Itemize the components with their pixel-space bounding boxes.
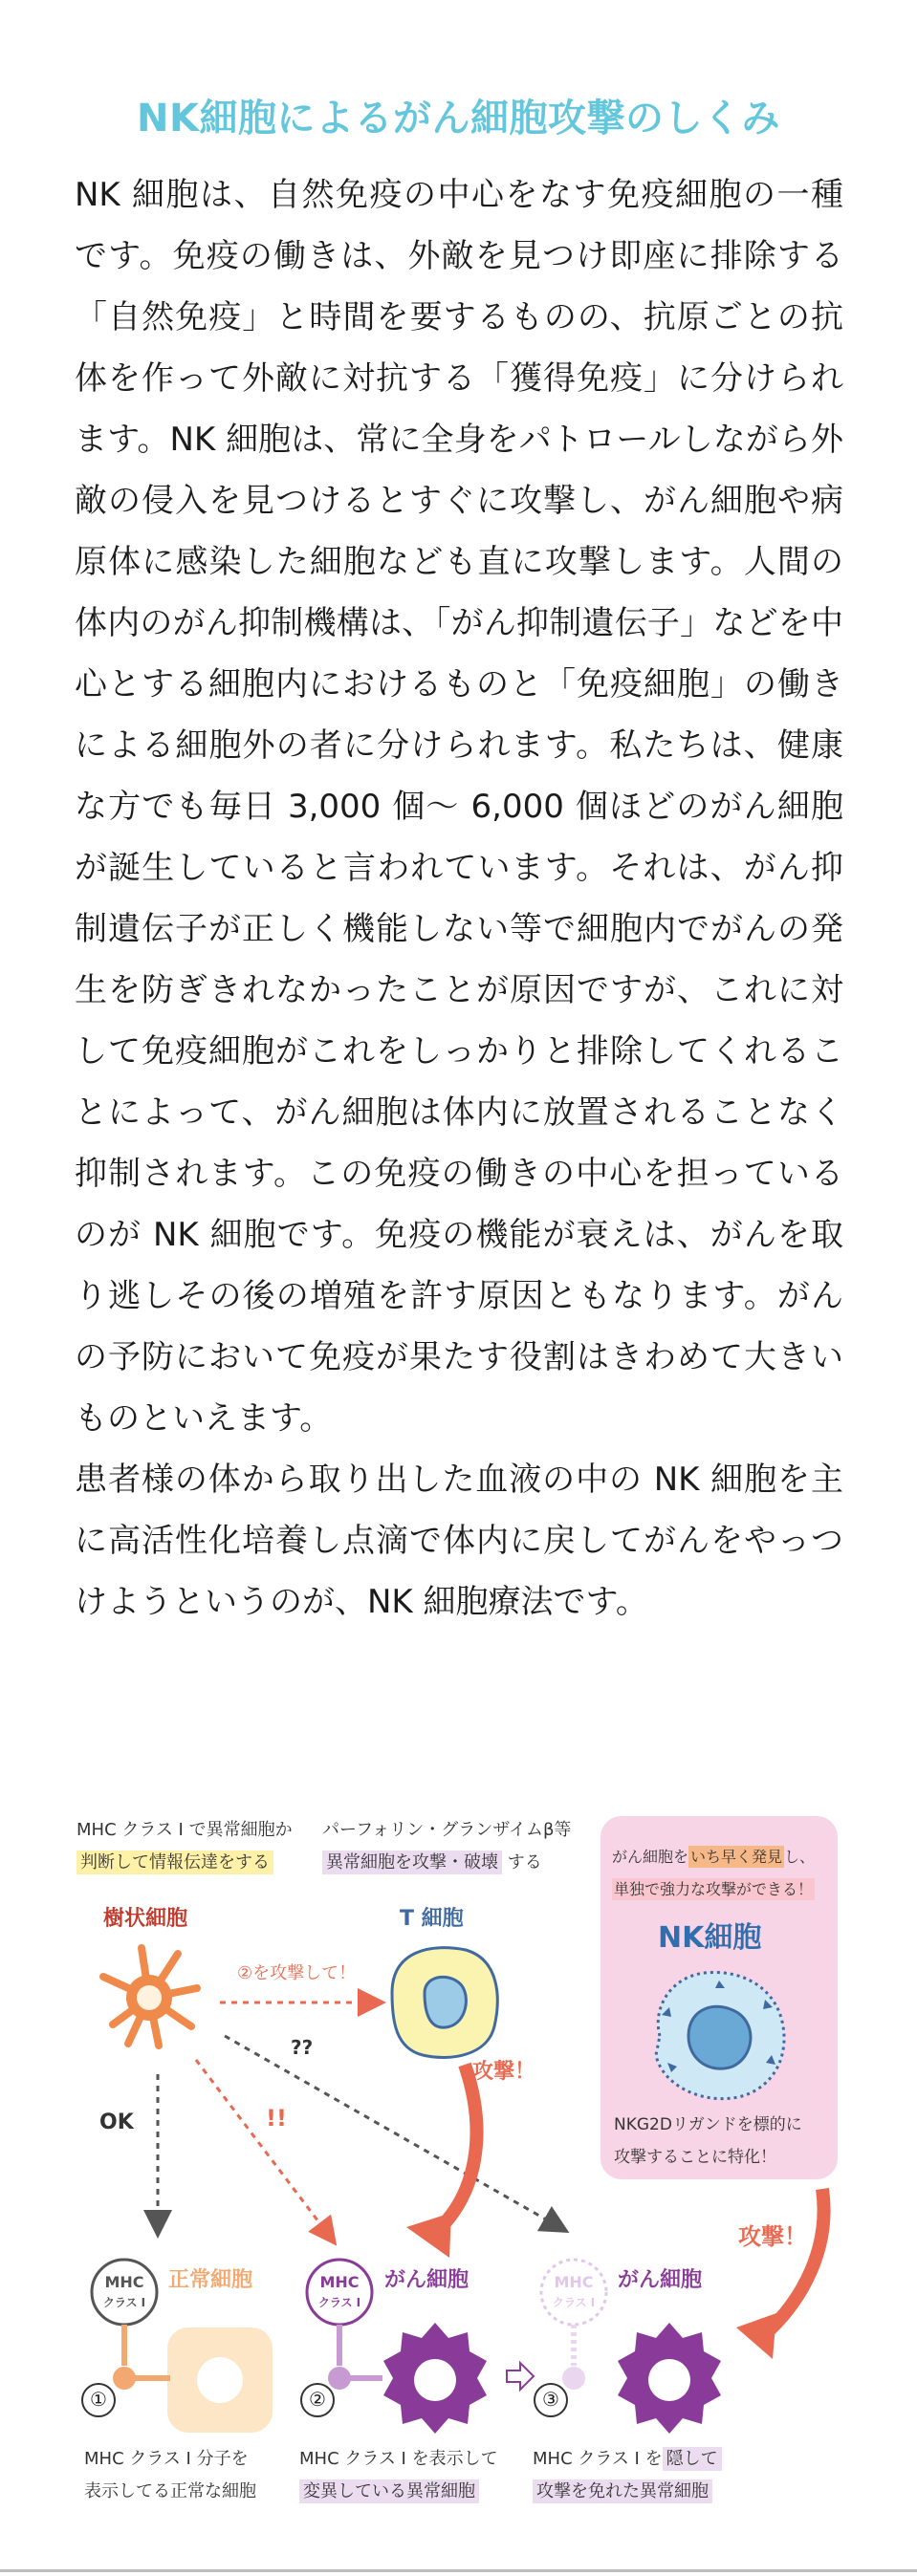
ok-label: OK [99, 2111, 134, 2134]
caption-abnormal-cell: MHC クラス I を表示して 変異している異常細胞 [299, 2449, 498, 2501]
mhc-label-2: MHC クラス I [317, 2273, 361, 2309]
mhc-label-1: MHC クラス I [102, 2273, 146, 2309]
number-1: ① [90, 2388, 107, 2411]
exclamation-label: !! [266, 2105, 287, 2132]
attack-instruction: ②を攻撃して！ [237, 1963, 357, 1983]
tcell-attack-label: 攻撃！ [472, 2060, 536, 2084]
paragraph: 患者様の体から取り出した血液の中の NK 細胞を主に高活性化培養し点滴で体内に戻してがんをやっつけようというのが、NK 細胞療法です。 [75, 1461, 843, 1621]
number-2: ② [309, 2388, 326, 2411]
nk-cell-icon [656, 1972, 784, 2098]
cancer-cell-label-3: がん細胞 [618, 2268, 703, 2292]
detect-arrow [196, 2060, 330, 2237]
t-cell-icon [392, 1948, 497, 2058]
paragraph: NK 細胞は、自然免疫の中心をなす免疫細胞の一種です。免疫の働きは、外敵を見つけ即座に排除する「自然免疫」と時間を要するものの、抗原ごとの抗体を作って外敵に対抗する「獲得免疫」に分けられます。NK 細胞は、常に全身をパトロールしながら外敵の侵入を見つけるとすぐに攻撃し、がん細胞や病原体に感染した細胞なども直に攻撃します。人間の体内のがん抑制機構は、「がん抑制遺伝子」などを中心とする細胞内におけるものと「免疫細胞」の働きによる細胞外の者に分けられます。私たちは、健康な方でも毎日 3,000 個〜 6,000 個ほどのがん細胞が誕生していると言われています。それは、がん抑制遺伝子が正しく機能しない等で細胞内でがんの発生を防ぎきれなかったことが原因ですが、これに対して免疫細胞がこれをしっかりと排除してくれることによって、がん細胞は体内に放置されることなく抑制されます。この免疫の働きの中心を担っているのが NK 細胞です。免疫の機能が衰えは、がんを取り逃しその後の増殖を許す原因ともなります。がんの予防において免疫が果たす役割はきわめて大きいものといえます。 [75, 176, 843, 1438]
nk-attack-label: 攻撃！ [738, 2223, 807, 2250]
number-3: ③ [542, 2388, 559, 2411]
caption-normal-cell: MHC クラス I 分子を 表示してる正常な細胞 [84, 2449, 256, 2501]
normal-cell-label: 正常細胞 [168, 2268, 253, 2292]
cancer-cell-label-2: がん細胞 [384, 2268, 469, 2292]
t-cell-label: T 細胞 [400, 1907, 464, 1931]
dendritic-cell-label: 樹状細胞 [103, 1907, 188, 1931]
transition-arrow-icon [507, 2363, 534, 2390]
nk-panel-caption: がん細胞を いち早く発見 し、 単独で強力な攻撃ができる！ [612, 1848, 816, 1898]
nk-mechanism-diagram [0, 1807, 917, 2533]
caption-perforin: パーフォリン・グランザイムβ等 異常細胞を攻撃・破壊 する [322, 1820, 572, 1872]
caption-mhc-judge: MHC クラス I で異常細胞か 判断して情報伝達をする [76, 1820, 293, 1872]
nk-cell-description: NKG2Dリガンドを標的に 攻撃することに特化！ [614, 2115, 802, 2167]
page-title: NK細胞によるがん細胞攻撃のしくみ [137, 97, 780, 141]
tcell-attack-arrow [430, 2065, 476, 2237]
mhc-label-3: MHC クラス I [552, 2273, 596, 2309]
bottom-divider [0, 2569, 917, 2572]
dendritic-cell-icon [103, 1948, 197, 2046]
caption-hidden-cell: MHC クラス I を 隠して 攻撃を免れた異常細胞 [533, 2443, 722, 2508]
body-text [75, 164, 843, 1633]
question-mark: ?? [291, 2036, 314, 2059]
nk-cell-title: NK細胞 [658, 1921, 762, 1955]
